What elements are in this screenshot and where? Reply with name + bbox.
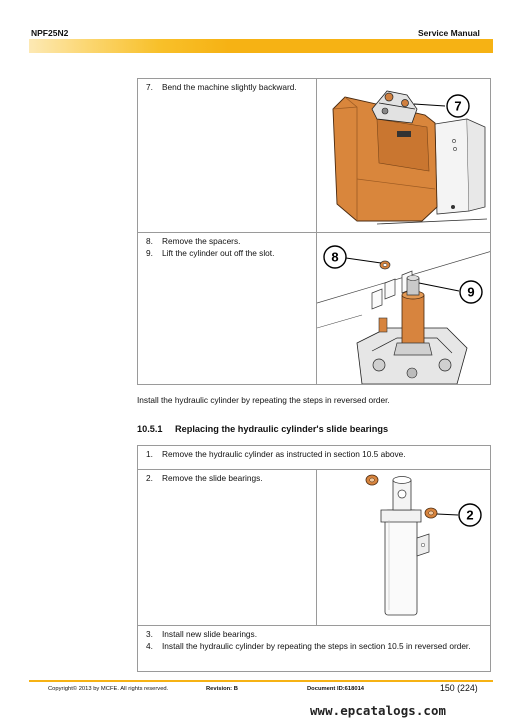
- section-title: Replacing the hydraulic cylinder's slide bearings: [175, 424, 389, 434]
- step-item: [146, 449, 484, 461]
- step-text: Remove the spacers.: [162, 236, 241, 246]
- slide-bearings-illustration: [316, 470, 490, 625]
- header-model: NPF25N2: [31, 28, 69, 38]
- step-item: [146, 82, 310, 94]
- table-row: [138, 232, 490, 384]
- step-number: 1.: [146, 449, 153, 459]
- callout-8: 8: [331, 249, 339, 265]
- step-item: [146, 629, 484, 641]
- footer-revision: Revision: B: [206, 686, 238, 692]
- callout-9: 9: [467, 284, 475, 300]
- step-number: 9.: [146, 247, 153, 258]
- watermark-url[interactable]: www.epcatalogs.com: [310, 703, 447, 718]
- table-row: [138, 469, 490, 625]
- step-text: Remove the slide bearings.: [162, 473, 263, 483]
- table-row: [138, 446, 490, 469]
- table-row: [138, 79, 490, 232]
- step-number: 2.: [146, 473, 153, 483]
- cylinder-removal-illustration: [316, 233, 490, 384]
- section-number: 10.5.1: [137, 424, 163, 434]
- machine-tilted-illustration: [316, 79, 490, 232]
- step-text: Install new slide bearings.: [162, 629, 258, 639]
- footer-copyright: Copyright© 2013 by MCFE. All rights reserved.: [48, 686, 169, 692]
- step-text: Remove the hydraulic cylinder as instructed in section 10.5 above.: [162, 449, 406, 459]
- step-text: Bend the machine slightly backward.: [162, 82, 297, 92]
- callout-7: 7: [454, 98, 462, 114]
- header-manual-title: Service Manual: [418, 28, 480, 38]
- step-item: [146, 248, 310, 260]
- step-text: Lift the cylinder out off the slot.: [162, 247, 275, 258]
- step-item: [146, 236, 310, 248]
- footer-accent-line: [29, 680, 493, 682]
- footer-page-number: 150 (224): [440, 683, 478, 693]
- step-number: 4.: [146, 640, 153, 651]
- section-heading: [137, 424, 388, 434]
- steps-table-removal: [137, 78, 491, 385]
- footer-document-id: Document ID:618014: [307, 686, 365, 692]
- header-accent-bar: [29, 39, 493, 53]
- table-row: [138, 625, 490, 671]
- steps-table-slide-bearings: [137, 445, 491, 672]
- step-item: [146, 473, 310, 485]
- step-number: 8.: [146, 236, 153, 246]
- callout-2: 2: [466, 507, 474, 523]
- step-number: 3.: [146, 629, 153, 639]
- step-item: [146, 641, 484, 653]
- step-number: 7.: [146, 82, 153, 92]
- install-note: Install the hydraulic cylinder by repeating the steps in reversed order.: [137, 395, 390, 405]
- step-text: Install the hydraulic cylinder by repeating the steps in section 10.5 in reversed order.: [162, 640, 471, 651]
